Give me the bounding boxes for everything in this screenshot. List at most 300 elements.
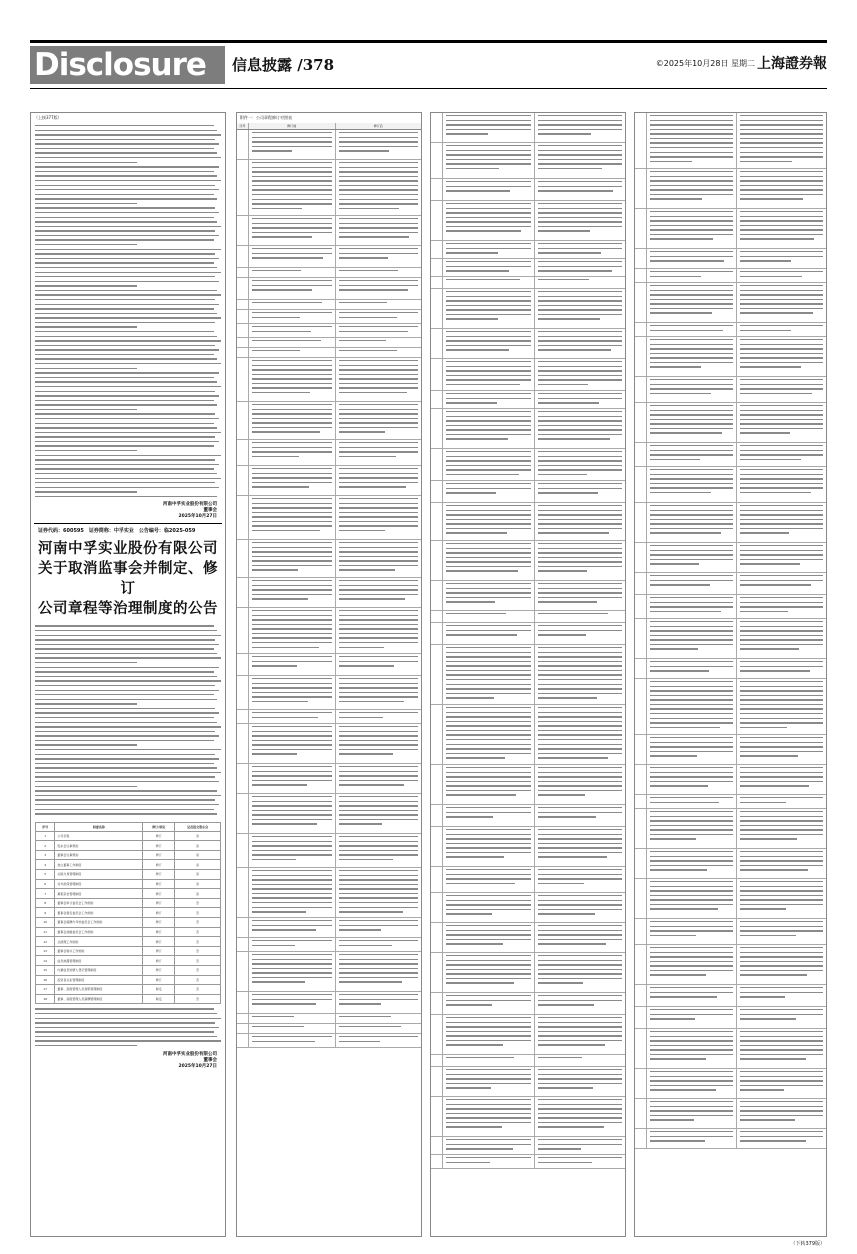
text-line [252, 628, 332, 629]
before-text [647, 269, 737, 282]
before-text [647, 1129, 737, 1148]
text-line [650, 829, 733, 830]
text-line [538, 812, 623, 813]
text-line [252, 598, 308, 599]
table-cell: 董事会提名委员会工作细则 [55, 908, 143, 918]
table-cell: 修订 [143, 850, 175, 860]
text-line [339, 977, 419, 978]
text-line [740, 528, 823, 529]
text-line [740, 785, 809, 786]
comparison-row [237, 540, 421, 578]
text-line [650, 559, 733, 560]
text-line [339, 696, 419, 697]
row-index [237, 1034, 249, 1047]
text-line [650, 1045, 733, 1046]
text-line [538, 243, 623, 244]
table-cell: 修订 [143, 966, 175, 976]
after-text [737, 377, 826, 402]
comparison-row [635, 503, 826, 543]
comparison-row [237, 1034, 421, 1048]
text-line [538, 1004, 595, 1005]
body-text-block-1 [31, 123, 225, 502]
row-index [635, 323, 647, 336]
row-index [431, 329, 443, 358]
text-line [252, 285, 332, 286]
text-line [252, 683, 332, 684]
text-line [446, 1044, 503, 1045]
text-line [35, 468, 214, 469]
text-line [339, 468, 419, 469]
text-line [538, 514, 623, 515]
comparison-row [431, 1137, 625, 1155]
text-line [650, 133, 733, 134]
text-line [252, 176, 332, 177]
text-line [538, 829, 623, 830]
text-line [538, 767, 623, 768]
text-line [446, 252, 498, 253]
table-cell: 11 [36, 927, 55, 937]
row-index [635, 269, 647, 282]
row-index [431, 143, 443, 178]
text-line [538, 370, 623, 371]
text-line [252, 208, 302, 209]
text-line [339, 507, 419, 508]
section-title: 信息披露 /378 [232, 56, 335, 74]
after-text [737, 795, 826, 808]
text-line [538, 794, 585, 795]
text-line [740, 120, 823, 121]
row-index [431, 113, 443, 142]
table-cell: 是 [175, 850, 221, 860]
row-index [431, 449, 443, 480]
text-line [252, 875, 332, 876]
text-line [538, 913, 595, 914]
text-line [339, 594, 419, 595]
before-text [249, 868, 336, 917]
text-line [740, 886, 823, 887]
after-text [336, 496, 422, 539]
text-line [35, 253, 215, 254]
before-text [647, 679, 737, 734]
text-line [650, 514, 733, 515]
text-line [252, 845, 332, 846]
text-line [446, 1074, 531, 1075]
after-text [535, 623, 626, 644]
text-line [538, 739, 623, 740]
text-line [35, 381, 217, 382]
text-line [35, 491, 137, 492]
after-text [336, 310, 422, 323]
text-line [740, 545, 823, 546]
after-text [535, 1067, 626, 1096]
row-index [431, 1067, 443, 1096]
after-text [737, 879, 826, 918]
text-line [252, 270, 301, 271]
text-line [446, 794, 516, 795]
text-line [252, 137, 332, 138]
text-line [538, 1117, 623, 1118]
text-line [339, 1041, 380, 1042]
after-text [737, 619, 826, 658]
text-line [446, 384, 520, 385]
text-line [446, 460, 531, 461]
text-line [252, 369, 332, 370]
text-line [740, 147, 823, 148]
comparison-row [635, 619, 826, 659]
text-line [650, 742, 733, 743]
text-line [538, 1157, 623, 1158]
before-text [647, 1069, 737, 1098]
text-line [650, 120, 733, 121]
text-line [538, 955, 623, 956]
text-line [650, 161, 692, 162]
text-line [740, 670, 810, 671]
text-line [740, 751, 823, 752]
text-line [252, 981, 305, 982]
text-line [538, 129, 623, 130]
text-line [35, 804, 219, 805]
row-index [635, 209, 647, 248]
text-line [740, 597, 823, 598]
text-line [339, 642, 419, 643]
row-index [431, 359, 443, 390]
text-line [538, 523, 623, 524]
text-line [650, 1140, 705, 1141]
text-line [252, 378, 332, 379]
text-line [339, 176, 419, 177]
text-line [446, 688, 531, 689]
text-line [252, 959, 332, 960]
text-line [538, 314, 623, 315]
comparison-grid [237, 130, 421, 1048]
text-line [446, 1040, 531, 1041]
text-line [446, 492, 496, 493]
text-line [339, 473, 419, 474]
row-index [237, 1024, 249, 1033]
text-line [740, 432, 790, 433]
before-text [443, 805, 535, 826]
text-line [252, 784, 307, 785]
before-text [249, 324, 336, 337]
text-line [339, 911, 403, 912]
text-line [35, 644, 219, 645]
text-line [740, 856, 823, 857]
text-line [252, 248, 332, 249]
row-index [635, 377, 647, 402]
text-line [339, 218, 419, 219]
text-line [538, 712, 623, 713]
text-line [740, 1009, 823, 1010]
text-line [339, 637, 419, 638]
comparison-row [635, 735, 826, 765]
after-text [737, 403, 826, 442]
text-line [538, 488, 623, 489]
row-index [635, 809, 647, 848]
table-row [36, 860, 221, 870]
text-line [740, 802, 786, 803]
text-line [740, 974, 807, 975]
after-text [336, 246, 422, 267]
text-line [35, 317, 221, 318]
text-line [740, 825, 823, 826]
table-cell: 修订 [143, 937, 175, 947]
table-cell: 否 [175, 927, 221, 937]
text-line [538, 684, 623, 685]
text-line [252, 203, 332, 204]
text-line [538, 331, 623, 332]
text-line [35, 754, 215, 755]
text-line [339, 810, 419, 811]
comparison-row [237, 794, 421, 834]
text-line [339, 369, 419, 370]
text-line [650, 670, 709, 671]
comparison-row [237, 310, 421, 324]
text-line [252, 823, 317, 824]
text-line [35, 409, 137, 410]
text-line [252, 507, 332, 508]
text-line [538, 1104, 623, 1105]
text-line [35, 1040, 221, 1041]
text-line [650, 635, 733, 636]
after-text [535, 1097, 626, 1136]
text-line [252, 589, 332, 590]
text-line [538, 1144, 623, 1145]
table-cell: 董事会议事规则 [55, 850, 143, 860]
before-text [249, 1024, 336, 1033]
text-line [35, 308, 214, 309]
text-line [650, 755, 697, 756]
row-index [431, 1137, 443, 1154]
text-line [252, 749, 332, 750]
table-cell: 修订 [143, 975, 175, 985]
table-cell: 否 [175, 898, 221, 908]
text-line [650, 339, 733, 340]
text-line [446, 1004, 492, 1005]
comparison-row [237, 402, 421, 440]
comparison-row [431, 201, 625, 241]
text-line [740, 419, 823, 420]
text-line [339, 850, 419, 851]
text-line [446, 693, 531, 694]
before-text [443, 611, 535, 622]
before-text [249, 1014, 336, 1023]
text-line [740, 171, 823, 172]
text-line [650, 661, 733, 662]
text-line [252, 547, 332, 548]
headline-line-1: 河南中孚实业股份有限公司 [38, 540, 218, 558]
row-index [237, 496, 249, 539]
text-line [339, 870, 419, 871]
before-text [249, 724, 336, 763]
text-line [339, 374, 419, 375]
text-line [446, 361, 531, 362]
text-line [339, 897, 419, 898]
text-line [650, 492, 711, 493]
comparison-row [237, 496, 421, 540]
text-line [35, 726, 221, 727]
text-line [538, 270, 612, 271]
text-line [740, 483, 823, 484]
text-line [538, 781, 623, 782]
before-text [443, 113, 535, 142]
text-line [538, 398, 623, 399]
text-line [339, 823, 383, 824]
row-index [635, 659, 647, 678]
text-line [538, 707, 623, 708]
text-line [650, 630, 733, 631]
text-line [650, 550, 733, 551]
before-text [443, 581, 535, 610]
table-row [36, 975, 221, 985]
text-line [650, 450, 733, 451]
before-text [647, 467, 737, 502]
text-line [650, 348, 733, 349]
text-line [339, 740, 419, 741]
text-line [538, 221, 623, 222]
text-line [650, 545, 733, 546]
text-line [650, 1110, 733, 1111]
row-index [635, 879, 647, 918]
text-line [35, 749, 221, 750]
text-line [252, 805, 332, 806]
text-line [339, 701, 405, 702]
text-line [446, 964, 531, 965]
text-line [740, 639, 823, 640]
text-line [538, 734, 623, 735]
text-line [740, 881, 823, 882]
text-line [740, 776, 823, 777]
text-line [538, 305, 623, 306]
text-line [538, 300, 623, 301]
text-line [446, 955, 531, 956]
text-line [740, 834, 823, 835]
table-cell: 董事会秘书工作细则 [55, 946, 143, 956]
text-line [339, 253, 419, 254]
text-line [252, 162, 332, 163]
row-index [635, 249, 647, 268]
text-line [740, 1036, 823, 1037]
after-text [535, 1015, 626, 1054]
text-line [35, 427, 217, 428]
text-line [740, 308, 823, 309]
masthead [30, 46, 827, 86]
before-text [443, 481, 535, 502]
text-line [339, 633, 419, 634]
text-line [339, 547, 419, 548]
before-text [647, 1007, 737, 1028]
text-line [35, 391, 215, 392]
text-line [650, 115, 733, 116]
text-line [650, 474, 733, 475]
text-line [650, 781, 733, 782]
after-text [336, 764, 422, 793]
text-line [446, 150, 531, 151]
text-line [650, 325, 733, 326]
text-line [446, 309, 531, 310]
comparison-row [431, 867, 625, 893]
text-line [650, 746, 733, 747]
text-line [339, 744, 419, 745]
text-line [35, 272, 221, 273]
text-line [538, 402, 600, 403]
table-cell: 修订 [143, 918, 175, 928]
text-line [740, 644, 823, 645]
text-line [740, 474, 823, 475]
text-line [650, 1115, 733, 1116]
text-line [740, 124, 823, 125]
after-text [535, 1155, 626, 1168]
row-index [237, 608, 249, 653]
text-line [252, 392, 310, 393]
text-line [650, 138, 733, 139]
text-line [538, 345, 623, 346]
text-line [740, 952, 823, 953]
text-line [538, 492, 599, 493]
text-line [252, 477, 332, 478]
text-line [339, 171, 419, 172]
text-line [538, 1017, 623, 1018]
text-line [339, 326, 419, 327]
table-cell: 7 [36, 889, 55, 899]
text-line [252, 387, 332, 388]
text-line [650, 597, 733, 598]
text-line [538, 592, 623, 593]
text-line [538, 583, 623, 584]
text-line [740, 838, 797, 839]
text-line [650, 644, 733, 645]
text-line [339, 580, 419, 581]
text-line [650, 216, 733, 217]
after-text [336, 608, 422, 653]
comparison-row [635, 403, 826, 443]
text-line [650, 251, 733, 252]
row-index [237, 868, 249, 917]
text-line [35, 722, 217, 723]
before-text [249, 268, 336, 277]
text-line [339, 530, 385, 531]
text-line [252, 194, 332, 195]
table-cell: 3 [36, 850, 55, 860]
text-line [740, 1101, 823, 1102]
text-line [252, 236, 312, 237]
text-line [252, 413, 332, 414]
text-line [650, 410, 733, 411]
row-index [237, 952, 249, 991]
comparison-grid [431, 113, 625, 1169]
text-line [339, 141, 419, 142]
text-line [446, 230, 521, 231]
comparison-grid [635, 113, 826, 1149]
text-line [538, 425, 623, 426]
row-index [431, 1015, 443, 1054]
text-line [538, 154, 623, 155]
text-line [35, 653, 217, 654]
text-line [35, 1027, 219, 1028]
table-cell: 18 [36, 994, 55, 1004]
after-text [336, 868, 422, 917]
text-line [35, 262, 214, 263]
table-cell: 1 [36, 831, 55, 841]
text-line [650, 194, 733, 195]
before-text [443, 623, 535, 644]
text-line [446, 1083, 531, 1084]
after-text [737, 765, 826, 794]
row-index [635, 1129, 647, 1148]
before-text [443, 1067, 535, 1096]
text-line [650, 1085, 733, 1086]
table-cell: 否 [175, 937, 221, 947]
text-line [538, 429, 623, 430]
